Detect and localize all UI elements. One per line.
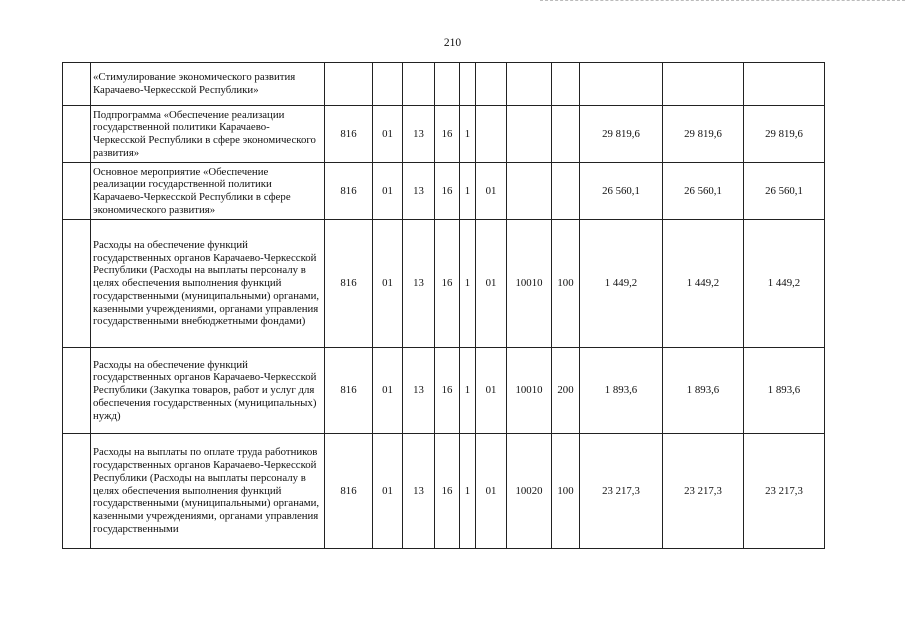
row-name-cell: Расходы на обеспечение функций государственных органов Карачаево-Черкесской Республики (Расходы на выплаты персоналу в целях обеспечения выполнения функций государственными (муниципальными) органами, казенными учреждениями, органами управления государственными внебюджетными фондами) [91, 220, 325, 348]
cs4-cell: 10010 [507, 348, 552, 434]
pr-cell: 13 [403, 348, 435, 434]
cs1-cell: 16 [435, 434, 460, 549]
vr-cell: 100 [552, 220, 580, 348]
cs3-cell: 01 [476, 434, 507, 549]
cs2-cell: 1 [460, 106, 476, 163]
cs1-cell: 16 [435, 163, 460, 220]
sum2-cell: 1 893,6 [663, 348, 744, 434]
pr-cell: 13 [403, 163, 435, 220]
cs3-cell: 01 [476, 220, 507, 348]
ved-cell: 816 [325, 434, 373, 549]
cs3-cell [476, 106, 507, 163]
cs4-cell [507, 163, 552, 220]
cs3-cell: 01 [476, 163, 507, 220]
cs2-cell: 1 [460, 348, 476, 434]
ved-cell: 816 [325, 163, 373, 220]
cs2-cell: 1 [460, 163, 476, 220]
vr-cell [552, 106, 580, 163]
ved-cell: 816 [325, 106, 373, 163]
scan-edge-line [540, 0, 905, 4]
row-name-cell: Расходы на обеспечение функций государственных органов Карачаево-Черкесской Республики (Закупка товаров, работ и услуг для обеспечения государственных (муниципальных) нужд) [91, 348, 325, 434]
pr-cell: 13 [403, 220, 435, 348]
cs2-cell [460, 63, 476, 106]
row-number-cell [63, 348, 91, 434]
row-number-cell [63, 63, 91, 106]
cs4-cell: 10020 [507, 434, 552, 549]
table-row [63, 220, 825, 348]
pr-cell: 13 [403, 106, 435, 163]
cs1-cell: 16 [435, 106, 460, 163]
sum3-cell: 23 217,3 [744, 434, 825, 549]
budget-table [62, 62, 825, 549]
cs2-cell: 1 [460, 220, 476, 348]
sum2-cell: 29 819,6 [663, 106, 744, 163]
sum1-cell: 1 893,6 [580, 348, 663, 434]
row-number-cell [63, 163, 91, 220]
ved-cell [325, 63, 373, 106]
table-row [63, 434, 825, 549]
ved-cell: 816 [325, 220, 373, 348]
row-number-cell [63, 434, 91, 549]
cs4-cell [507, 106, 552, 163]
row-number-cell [63, 106, 91, 163]
rz-cell: 01 [373, 220, 403, 348]
rz-cell [373, 63, 403, 106]
row-name-cell: Основное мероприятие «Обеспечение реализации государственной политики Карачаево-Черкесской Республики в сфере экономического развития» [91, 163, 325, 220]
sum3-cell: 29 819,6 [744, 106, 825, 163]
sum1-cell: 1 449,2 [580, 220, 663, 348]
sum1-cell [580, 63, 663, 106]
cs1-cell: 16 [435, 348, 460, 434]
row-name-cell: «Стимулирование экономического развития Карачаево-Черкесской Республики» [91, 63, 325, 106]
table-row [63, 163, 825, 220]
rz-cell: 01 [373, 434, 403, 549]
page-number: 210 [443, 37, 462, 49]
row-name-cell: Подпрограмма «Обеспечение реализации государственной политики Карачаево-Черкесской Республики в сфере экономического развития» [91, 106, 325, 163]
table-row [63, 106, 825, 163]
sum2-cell: 26 560,1 [663, 163, 744, 220]
sum1-cell: 26 560,1 [580, 163, 663, 220]
pr-cell: 13 [403, 434, 435, 549]
rz-cell: 01 [373, 106, 403, 163]
vr-cell [552, 63, 580, 106]
sum1-cell: 23 217,3 [580, 434, 663, 549]
vr-cell [552, 163, 580, 220]
sum2-cell: 1 449,2 [663, 220, 744, 348]
cs3-cell [476, 63, 507, 106]
sum3-cell: 1 449,2 [744, 220, 825, 348]
sum3-cell: 26 560,1 [744, 163, 825, 220]
row-number-cell [63, 220, 91, 348]
sum2-cell [663, 63, 744, 106]
pr-cell [403, 63, 435, 106]
row-name-cell: Расходы на выплаты по оплате труда работников государственных органов Карачаево-Черкесской Республики (Расходы на выплаты персоналу в целях обеспечения выполнения функций государственными (муниципальными) органами, казенными учреждениями, органами управления государственными [91, 434, 325, 549]
sum2-cell: 23 217,3 [663, 434, 744, 549]
cs3-cell: 01 [476, 348, 507, 434]
cs4-cell [507, 63, 552, 106]
rz-cell: 01 [373, 163, 403, 220]
sum3-cell [744, 63, 825, 106]
sum3-cell: 1 893,6 [744, 348, 825, 434]
cs1-cell: 16 [435, 220, 460, 348]
ved-cell: 816 [325, 348, 373, 434]
table-row [63, 63, 825, 106]
table-row [63, 348, 825, 434]
rz-cell: 01 [373, 348, 403, 434]
vr-cell: 100 [552, 434, 580, 549]
cs1-cell [435, 63, 460, 106]
cs2-cell: 1 [460, 434, 476, 549]
sum1-cell: 29 819,6 [580, 106, 663, 163]
vr-cell: 200 [552, 348, 580, 434]
cs4-cell: 10010 [507, 220, 552, 348]
